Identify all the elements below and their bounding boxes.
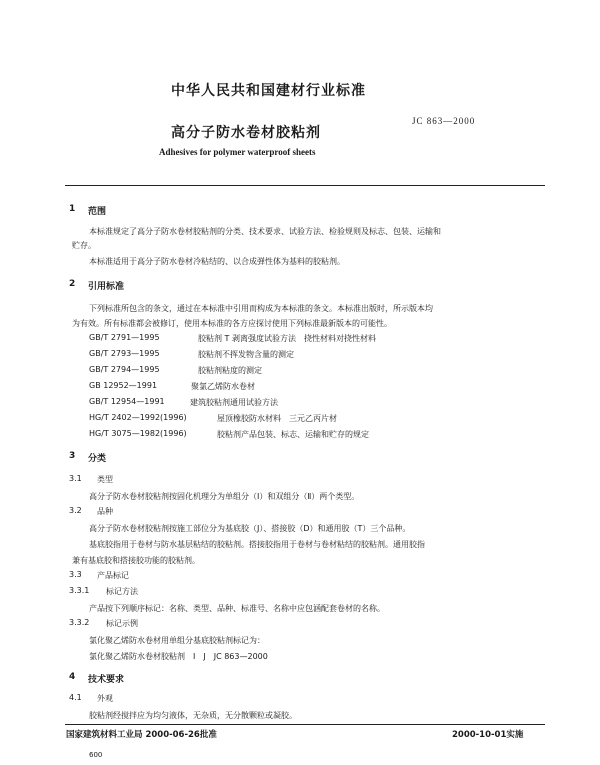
standard-code: JC 863—2000 [412, 116, 476, 126]
section-1-title: 范围 [88, 207, 107, 217]
approval-info: 国家建筑材料工业局 2000-06-26批准 [66, 730, 217, 740]
section-2-title: 引用标准 [88, 282, 125, 292]
section-4-title: 技术要求 [88, 675, 125, 685]
clause-3-1-text: 高分子防水卷材胶粘剂按固化机理分为单组分（Ⅰ）和双组分（Ⅱ）两个类型。 [89, 492, 360, 501]
section-4-number: 4 [69, 672, 76, 682]
title-english: Adhesives for polymer waterproof sheets [159, 147, 316, 157]
section-1-para1-line2: 贮存。 [72, 241, 96, 250]
clause-3-2-text2-line2: 兼有基底胶和搭接胶功能的胶粘剂。 [72, 556, 200, 565]
clause-3-3-2-text2: 氯化聚乙烯防水卷材胶粘剂 Ⅰ J JC 863—2000 [89, 652, 268, 661]
ref-name: 建筑胶粘剂通用试验方法 [190, 398, 278, 407]
clause-3-2-title: 品种 [97, 507, 113, 516]
clause-3-3-2-number: 3.3.2 [69, 618, 90, 627]
section-2-para-line1: 下列标准所包含的条文，通过在本标准中引用而构成为本标准的条文。本标准出版时，所示版本均 [89, 304, 433, 313]
ref-code: GB 12952—1991 [89, 381, 158, 390]
page-number: 600 [89, 751, 103, 759]
section-1-para2: 本标准适用于高分子防水卷材冷粘结的、以合成弹性体为基料的胶粘剂。 [89, 257, 345, 266]
ref-code: HG/T 3075—1982(1996) [89, 429, 187, 438]
clause-3-2-text2-line1: 基底胶指用于卷材与防水基层粘结的胶粘剂。搭接胶指用于卷材与卷材粘结的胶粘剂。通用胶指 [89, 540, 425, 549]
section-1-para1-line1: 本标准规定了高分子防水卷材胶粘剂的分类、技术要求、试验方法、检验规则及标志、包装、运输和 [89, 227, 441, 236]
ref-name: 屋顶橡胶防水材料 三元乙丙片材 [217, 414, 337, 423]
section-3-number: 3 [69, 451, 76, 461]
clause-3-3-2-text1: 氯化聚乙烯防水卷材用单组分基底胶粘剂标记为： [89, 636, 265, 645]
ref-code: GB/T 12954—1991 [89, 397, 165, 406]
implementation-date: 2000-10-01实施 [452, 730, 524, 740]
clause-3-2-number: 3.2 [69, 506, 82, 515]
clause-3-3-1-text: 产品按下列顺序标记：名称、类型、品种、标准号、名称中应包涵配套卷材的名称。 [89, 604, 385, 613]
ref-code: GB/T 2791—1995 [89, 333, 160, 342]
clause-3-2-text1: 高分子防水卷材胶粘剂按施工部位分为基底胶（J）、搭接胶（D）和通用胶（T）三个品种。 [89, 524, 411, 533]
clause-3-3-title: 产品标记 [97, 571, 129, 580]
standard-header: 中华人民共和国建材行业标准 [171, 83, 366, 99]
header-rule [65, 185, 545, 186]
clause-3-3-1-number: 3.3.1 [69, 586, 90, 595]
section-3-title: 分类 [88, 454, 107, 464]
ref-name: 胶粘剂 T 剥离强度试验方法 挠性材料对挠性材料 [198, 334, 376, 343]
footer-rule [65, 724, 545, 725]
ref-name: 聚氯乙烯防水卷材 [191, 382, 255, 391]
clause-3-1-title: 类型 [97, 475, 113, 484]
clause-3-1-number: 3.1 [69, 474, 82, 483]
clause-3-3-number: 3.3 [69, 570, 82, 579]
ref-code: GB/T 2793—1995 [89, 349, 160, 358]
section-1-number: 1 [69, 204, 76, 214]
clause-4-1-number: 4.1 [69, 693, 82, 702]
title-chinese: 高分子防水卷材胶粘剂 [171, 125, 321, 141]
ref-name: 胶粘剂不挥发物含量的测定 [198, 350, 294, 359]
clause-4-1-title: 外观 [97, 694, 113, 703]
ref-code: HG/T 2402—1992(1996) [89, 413, 187, 422]
clause-4-1-text: 胶粘剂经搅拌应为均匀液体，无杂质，无分散颗粒或凝胶。 [89, 711, 297, 720]
section-2-para-line2: 为有效。所有标准都会被修订，使用本标准的各方应探讨使用下列标准最新版本的可能性。 [72, 319, 392, 328]
section-2-number: 2 [69, 279, 76, 289]
ref-name: 胶粘剂产品包装、标志、运输和贮存的规定 [217, 430, 369, 439]
ref-name: 胶粘剂粘度的测定 [198, 366, 262, 375]
clause-3-3-1-title: 标记方法 [106, 587, 138, 596]
ref-code: GB/T 2794—1995 [89, 365, 160, 374]
clause-3-3-2-title: 标记示例 [106, 619, 138, 628]
